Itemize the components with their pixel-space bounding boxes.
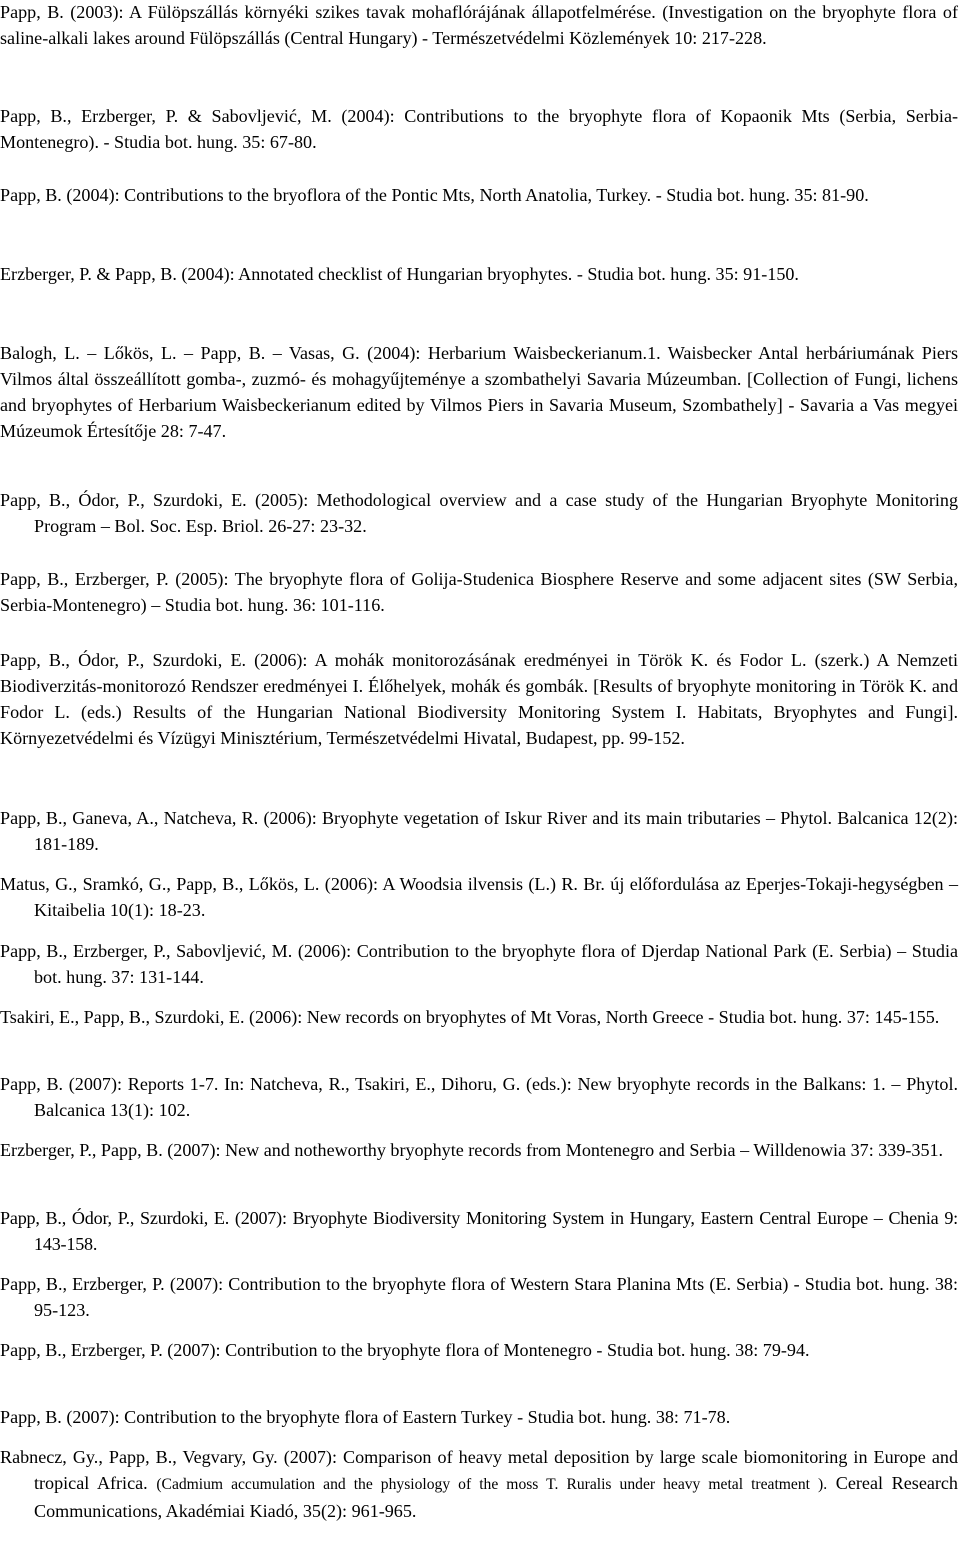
reference-entry: Papp, B., Ódor, P., Szurdoki, E. (2005): Methodological overview and a case study of the Hungarian Bryophyte Monitoring Program – Bol. Soc. Esp. Briol. 26-27: 23-32. <box>0 490 958 536</box>
reference-entry <box>0 1444 958 1524</box>
reference-entry: Papp, B., Ódor, P., Szurdoki, E. (2007): Bryophyte Biodiversity Monitoring System in Hungary, Eastern Central Europe – Chenia 9: 143-158. <box>0 1208 958 1254</box>
reference-entry: Papp, B., Erzberger, P. (2007): Contribution to the bryophyte flora of Western Stara Planina Mts (E. Serbia) - Studia bot. hung. 38: 95-123. <box>0 1274 958 1320</box>
reference-entry: Erzberger, P. & Papp, B. (2004): Annotated checklist of Hungarian bryophytes. - Studia bot. hung. 35: 91-150. <box>0 264 799 284</box>
reference-entry: Papp, B. (2007): Reports 1-7. In: Natcheva, R., Tsakiri, E., Dihoru, G. (eds.): New bryophyte records in the Balkans: 1. – Phytol. Balcanica 13(1): 102. <box>0 1074 958 1120</box>
reference-entry: Papp, B., Erzberger, P., Sabovljević, M. (2006): Contribution to the bryophyte flora of Djerdap National Park (E. Serbia) – Studia bot. hung. 37: 131-144. <box>0 941 958 987</box>
reference-entry: Balogh, L. – Lőkös, L. – Papp, B. – Vasas, G. (2004): Herbarium Waisbeckerianum.1. Waisbecker Antal herbáriumának Piers Vilmos által összeállított gomba-, zuzmó- és mohagyűjteménye a szombathelyi Savaria Múzeumban. [Collection of Fungi, lichens and bryophytes of Herbarium Waisbeckerianum edited by Vilmos Piers in Savaria Museum, Szombathely] - Savaria a Vas megyei Múzeumok Értesítője 28: 7-47. <box>0 343 958 441</box>
reference-entry: Papp, B. (2003): A Fülöpszállás környéki szikes tavak mohaflórájának állapotfelmérése. (Investigation on the bryophyte flora of saline-alkali lakes around Fülöpszállás (Central Hungary) - Természetvédelmi Közlemények 10: 217-228. <box>0 2 958 48</box>
reference-entry: Papp, B., Ganeva, A., Natcheva, R. (2006): Bryophyte vegetation of Iskur River and its main tributaries – Phytol. Balcanica 12(2): 181-189. <box>0 808 958 854</box>
reference-entry: Papp, B., Erzberger, P. (2005): The bryophyte flora of Golija-Studenica Biosphere Reserve and some adjacent sites (SW Serbia, Serbia-Montenegro) – Studia bot. hung. 36: 101-116. <box>0 569 958 615</box>
reference-entry: Tsakiri, E., Papp, B., Szurdoki, E. (2006): New records on bryophytes of Mt Voras, North Greece - Studia bot. hung. 37: 145-155. <box>0 1007 940 1027</box>
reference-entry: Papp, B. (2004): Contributions to the bryoflora of the Pontic Mts, North Anatolia, Turkey. - Studia bot. hung. 35: 81-90. <box>0 185 869 205</box>
reference-entry: Erzberger, P., Papp, B. (2007): New and notheworthy bryophyte records from Montenegro and Serbia – Willdenowia 37: 339-351. <box>0 1140 944 1160</box>
reference-main-text: Rabnecz, Gy., Papp, B., Vegvary, Gy. (2007): Comparison of heavy metal deposition by large scale biomonitoring in Europe and tropical Africa. <box>0 1447 958 1493</box>
reference-note: (Cadmium accumulation and the physiology of the moss T. Ruralis under heavy metal treatment ). <box>156 1476 828 1493</box>
reference-entry: Papp, B., Erzberger, P. (2007): Contribution to the bryophyte flora of Montenegro - Studia bot. hung. 38: 79-94. <box>0 1340 810 1360</box>
reference-entry: Papp, B., Ódor, P., Szurdoki, E. (2006): A mohák monitorozásának eredményei in Török K. és Fodor L. (szerk.) A Nemzeti Biodiverzitás-monitorozó Rendszer eredményei I. Élőhelyek, mohák és gombák. [Results of bryophyte monitoring in Török K. and Fodor L. (eds.) Results of the Hungarian National Biodiversity Monitoring System I. Habitats, Bryophytes and Fungi]. Környezetvédelmi és Vízügyi Minisztérium, Természetvédelmi Hivatal, Budapest, pp. 99-152. <box>0 650 958 748</box>
reference-entry: Papp, B., Erzberger, P. & Sabovljević, M. (2004): Contributions to the bryophyte flora of Kopaonik Mts (Serbia, Serbia-Montenegro). - Studia bot. hung. 35: 67-80. <box>0 106 958 152</box>
reference-entry: Matus, G., Sramkó, G., Papp, B., Lőkös, L. (2006): A Woodsia ilvensis (L.) R. Br. új előfordulása az Eperjes-Tokaji-hegységben – Kitaibelia 10(1): 18-23. <box>0 874 958 920</box>
reference-entry: Papp, B. (2007): Contribution to the bryophyte flora of Eastern Turkey - Studia bot. hung. 38: 71-78. <box>0 1407 731 1427</box>
reference-source: Cereal Research Communications, Akadémiai Kiadó, 35(2): 961-965. <box>34 1473 958 1521</box>
